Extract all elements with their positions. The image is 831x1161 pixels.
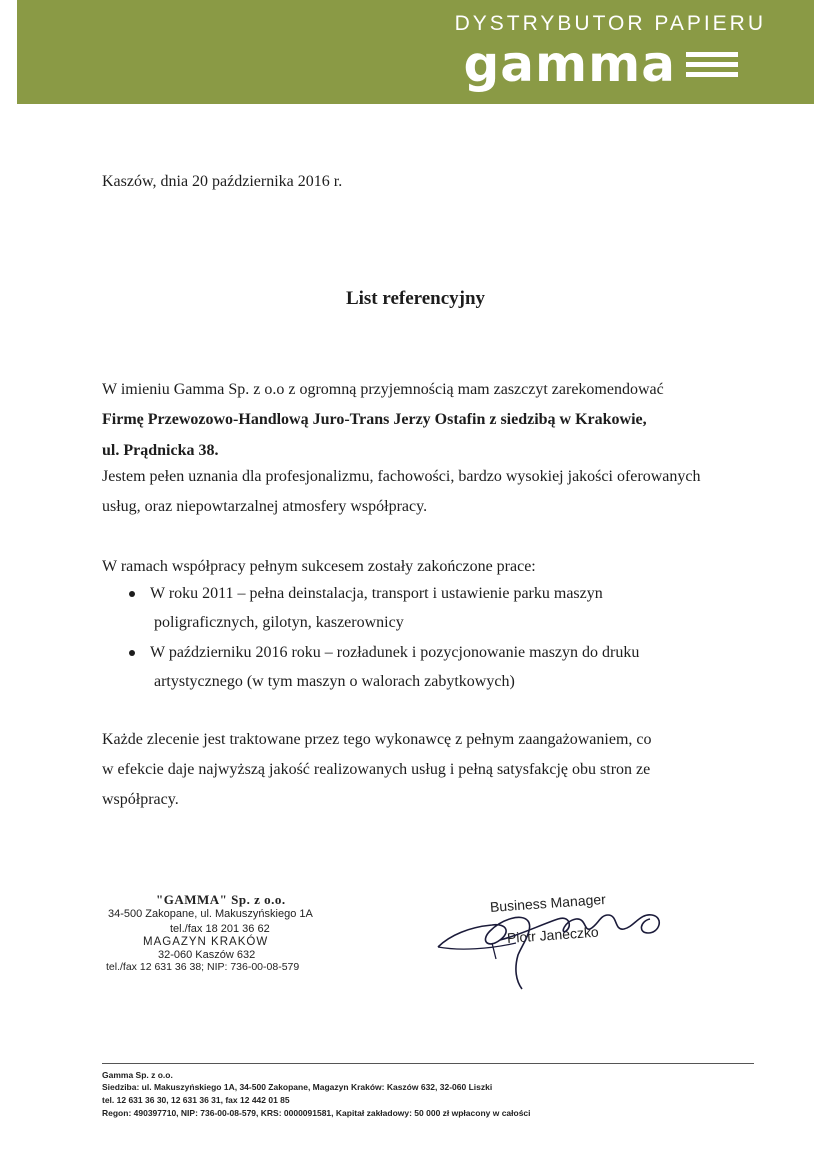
footer-registration: Regon: 490397710, NIP: 736-00-08-579, KRS: 0000091581, Kapitał zakładowy: 50 000 zł wpłacony w całości [102, 1108, 531, 1118]
footer-divider [102, 1063, 754, 1064]
stamp-branch: MAGAZYN KRAKÓW [143, 936, 269, 948]
signature-name: Piotr Janeczko [506, 923, 600, 946]
works-item-line-2: artystycznego (w tym maszyn o walorach zabytkowych) [154, 673, 515, 690]
bullet-icon [129, 591, 135, 597]
intro-line-1: W imieniu Gamma Sp. z o.o z ogromną przyjemnością mam zaszczyt zarekomendować [102, 381, 664, 398]
works-item-line-2: poligraficznych, gilotyn, kaszerownicy [154, 614, 404, 631]
stamp-phone: tel./fax 18 201 36 62 [170, 923, 270, 935]
footer-company: Gamma Sp. z o.o. [102, 1070, 173, 1080]
works-item-line-1: W roku 2011 – pełna deinstalacja, transport i ustawienie parku maszyn [150, 585, 603, 602]
stamp-branch-address: 32-060 Kaszów 632 [158, 949, 256, 961]
logo-bars-icon [686, 52, 738, 82]
signature-role: Business Manager [489, 890, 607, 915]
closing-line-3: współpracy. [102, 791, 179, 808]
gamma-logo [464, 36, 676, 92]
date-line: Kaszów, dnia 20 października 2016 r. [102, 173, 343, 190]
works-lead: W ramach współpracy pełnym sukcesem zostały zakończone prace: [102, 558, 536, 575]
stamp-company-name: "GAMMA" Sp. z o.o. [156, 892, 286, 907]
letterhead-tagline: DYSTRYBUTOR PAPIERU [454, 12, 766, 35]
works-item-line-1: W październiku 2016 roku – rozładunek i pozycjonowanie maszyn do druku [150, 644, 640, 661]
intro-line-5: usług, oraz niepowtarzalnej atmosfery współpracy. [102, 498, 428, 515]
bullet-icon [129, 650, 135, 656]
handwritten-signature [430, 885, 670, 995]
intro-line-4: Jestem pełen uznania dla profesjonalizmu, fachowości, bardzo wysokiej jakości oferowanych [102, 468, 701, 485]
closing-line-1: Każde zlecenie jest traktowane przez tego wykonawcę z pełnym zaangażowaniem, co [102, 731, 652, 748]
intro-line-2: Firmę Przewozowo-Handlową Juro-Trans Jerzy Ostafin z siedzibą w Krakowie, [102, 411, 647, 428]
logo-text: gamma [463, 35, 676, 93]
letter-title: List referencyjny [345, 288, 486, 309]
intro-line-3: ul. Prądnicka 38. [102, 442, 219, 459]
stamp-address: 34-500 Zakopane, ul. Makuszyńskiego 1A [108, 908, 313, 920]
closing-line-2: w efekcie daje najwyższą jakość realizowanych usług i pełną satysfakcję obu stron ze [102, 761, 651, 778]
stamp-branch-phone: tel./fax 12 631 36 38; NIP: 736-00-08-579 [106, 961, 300, 973]
footer-address: Siedziba: ul. Makuszyńskiego 1A, 34-500 Zakopane, Magazyn Kraków: Kaszów 632, 32-060 Liszki [102, 1082, 493, 1092]
letterhead-banner [17, 0, 814, 104]
footer-contact: tel. 12 631 36 30, 12 631 36 31, fax 12 442 01 85 [102, 1095, 290, 1105]
